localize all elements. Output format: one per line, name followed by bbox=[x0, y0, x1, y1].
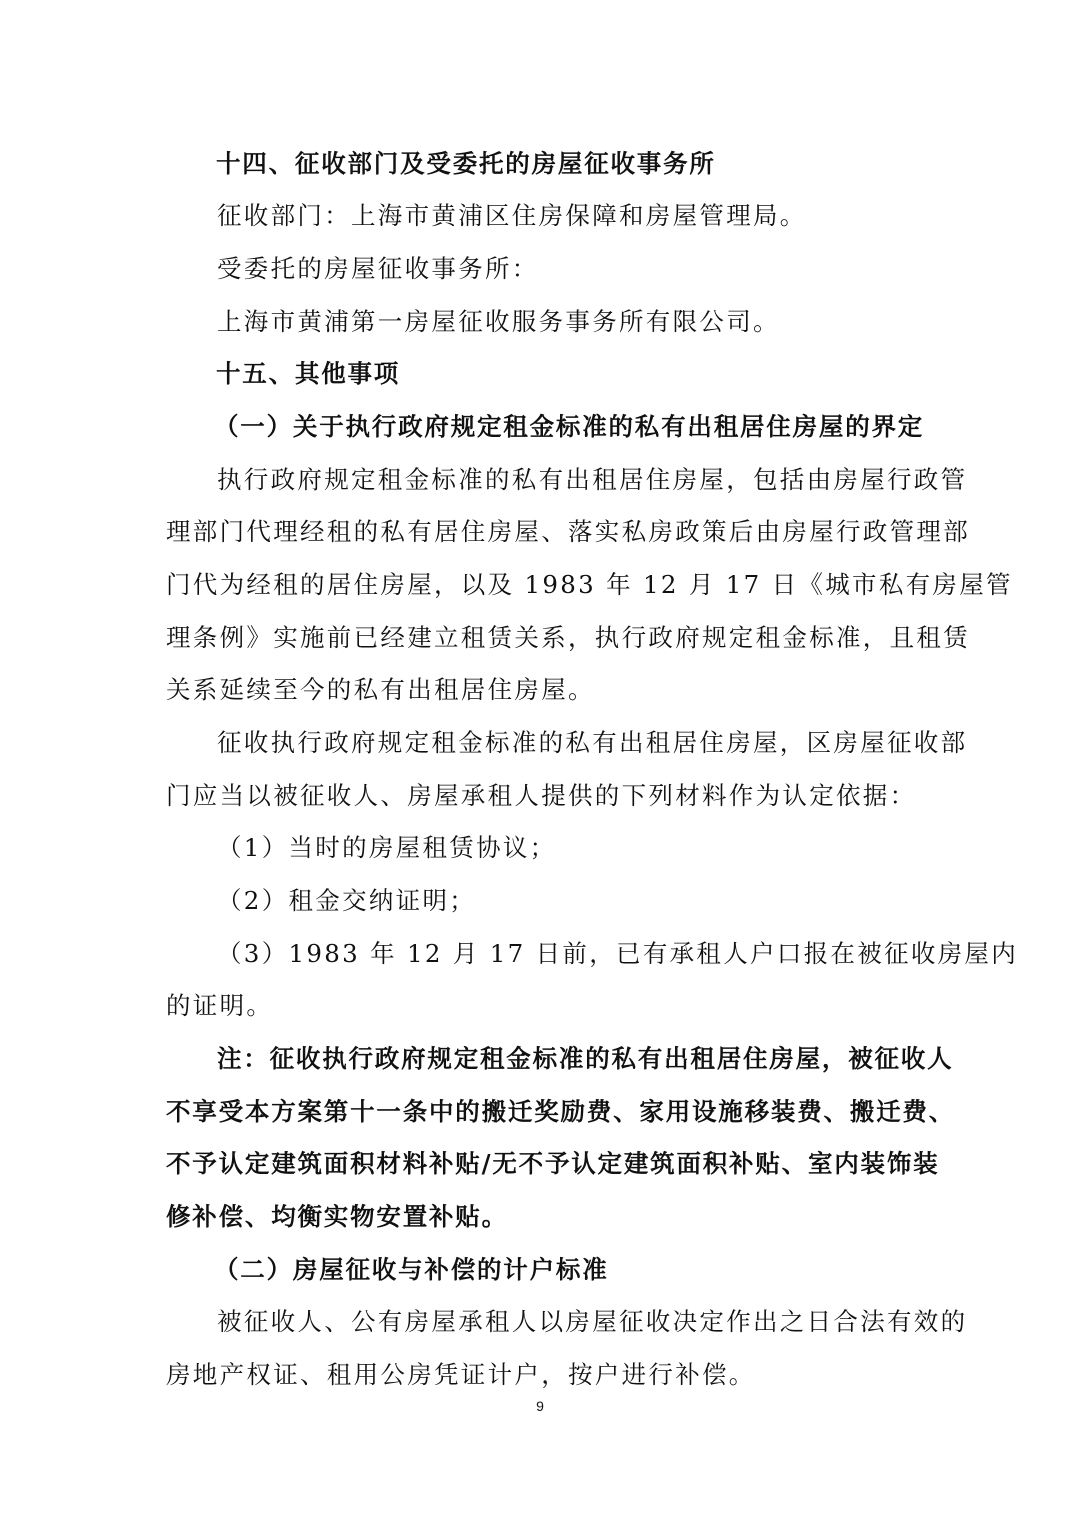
definition-paragraph-line: 执行政府规定租金标准的私有出租居住房屋，包括由房屋行政管 bbox=[217, 465, 968, 494]
note-paragraph-line: 不予认定建筑面积材料补贴/无不予认定建筑面积补贴、室内装饰装 bbox=[166, 1149, 940, 1178]
evidence-item-1: （1）当时的房屋租赁协议； bbox=[217, 833, 557, 862]
definition-paragraph-line: 理部门代理经租的私有居住房屋、落实私房政策后由房屋行政管理部 bbox=[166, 517, 970, 546]
definition-paragraph-line: 关系延续至今的私有出租居住房屋。 bbox=[166, 675, 595, 704]
collection-department: 征收部门：上海市黄浦区住房保障和房屋管理局。 bbox=[217, 201, 807, 230]
definition-paragraph-line: 理条例》实施前已经建立租赁关系，执行政府规定租金标准，且租赁 bbox=[166, 623, 970, 652]
evidence-item-2: （2）租金交纳证明； bbox=[217, 886, 477, 915]
agency-name: 上海市黄浦第一房屋征收服务事务所有限公司。 bbox=[217, 307, 780, 336]
household-standard-line: 房地产权证、租用公房凭证计户，按户进行补偿。 bbox=[166, 1360, 756, 1389]
note-paragraph-line: 注：征收执行政府规定租金标准的私有出租居住房屋，被征收人 bbox=[217, 1044, 954, 1073]
subsection-1-heading: （一）关于执行政府规定租金标准的私有出租居住房屋的界定 bbox=[214, 412, 925, 441]
definition-paragraph-line: 门代为经租的居住房屋，以及 1983 年 12 月 17 日《城市私有房屋管 bbox=[166, 570, 1013, 599]
note-paragraph-line: 不享受本方案第十一条中的搬迁奖励费、家用设施移装费、搬迁费、 bbox=[166, 1097, 955, 1126]
evidence-item-3-continued: 的证明。 bbox=[166, 991, 274, 1020]
section-15-heading: 十五、其他事项 bbox=[216, 359, 401, 388]
note-paragraph-line: 修补偿、均衡实物安置补贴。 bbox=[166, 1202, 508, 1231]
section-14-heading: 十四、征收部门及受委托的房屋征收事务所 bbox=[216, 149, 716, 178]
evidence-paragraph-line: 征收执行政府规定租金标准的私有出租居住房屋，区房屋征收部 bbox=[217, 728, 968, 757]
evidence-item-3: （3）1983 年 12 月 17 日前，已有承租人户口报在被征收房屋内 bbox=[217, 939, 1019, 968]
agency-label: 受委托的房屋征收事务所： bbox=[217, 254, 539, 283]
page-number: 9 bbox=[536, 1398, 544, 1414]
household-standard-line: 被征收人、公有房屋承租人以房屋征收决定作出之日合法有效的 bbox=[217, 1307, 968, 1336]
evidence-paragraph-line: 门应当以被征收人、房屋承租人提供的下列材料作为认定依据： bbox=[166, 781, 917, 810]
subsection-2-heading: （二）房屋征收与补偿的计户标准 bbox=[214, 1255, 609, 1284]
